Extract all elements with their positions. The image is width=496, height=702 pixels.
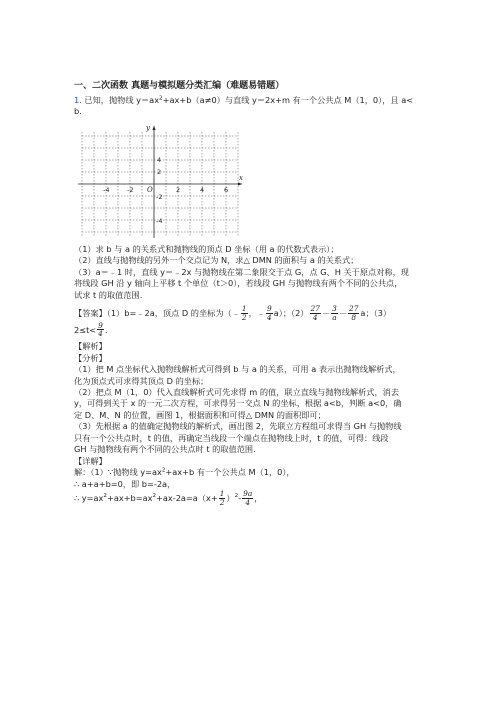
x-axis-label: x xyxy=(239,173,243,182)
solution-line-3 xyxy=(74,490,434,507)
analysis-line: 只有一个公共点时，t 的值，再确定当线段一个端点在抛物线上时，t 的值，可得：线段 xyxy=(74,432,389,443)
analysis-tag: 【解析】 xyxy=(74,341,107,352)
analysis-line: （2）把点 M（1，0）代入直线解析式可先求得 m 的值，联立直线与抛物线解析式，消去 xyxy=(74,386,400,397)
y-axis-label: y xyxy=(146,123,150,132)
question-line-1 xyxy=(74,95,434,106)
answer-line-2 xyxy=(74,322,434,339)
solution-text: ） xyxy=(226,493,235,504)
fraction: $\frac{3}{a}$ xyxy=(332,303,337,322)
x-tick-label: -2 xyxy=(127,185,134,194)
answer-text-f: a；（3） xyxy=(360,307,392,318)
analysis-line: 化为顶点式可求得其顶点 D 的坐标； xyxy=(74,375,209,386)
answer-text-e: － xyxy=(338,307,348,318)
question-text-1b: +ax+b（a≠0）与直线 y＝2x+m 有一个公共点 M（1，0），且 a< xyxy=(162,94,414,105)
superscript: 2 xyxy=(234,493,239,500)
analysis-line: （3）先根据 a 的值确定抛物线的解析式，画出图 2，先联立方程组可求得当 GH 与抛物线 xyxy=(74,421,402,432)
x-axis-arrow xyxy=(238,182,242,185)
fraction: $\frac{9}{4}$ xyxy=(267,303,272,322)
answer-text-a: （1）b=﹣2a，顶点 D 的坐标为（﹣ xyxy=(106,307,240,318)
x-tick-label: 6 xyxy=(224,185,229,194)
fraction: $\frac{27}{8}$ xyxy=(349,303,359,322)
fraction: $\frac{1}{2}$ xyxy=(241,303,247,322)
fraction: $\frac{1}{2}$ xyxy=(219,489,225,508)
coordinate-grid-figure xyxy=(74,122,244,240)
solution-text: ， xyxy=(254,493,263,504)
y-tick-label: 4 xyxy=(157,155,162,164)
solution-text: +ax+b=ax xyxy=(106,493,153,504)
part-3-line-1: （3）a＝﹣1 时，直线 y＝﹣2x 与抛物线在第二象限交于点 G，点 G、H 关于原点对称，现 xyxy=(74,266,409,277)
solution-text: +ax+b 有一个公共点 M（1，0）， xyxy=(165,467,295,478)
fraction: $\frac{9}{4}$ xyxy=(98,320,103,339)
answer-tag: 【答案】 xyxy=(74,307,107,318)
answer-text-g: 2≤t< xyxy=(74,324,97,335)
analysis-line: GH 与抛物线有两个不同的公共点时 t 的取值范围. xyxy=(74,444,256,455)
question-sup: 2 xyxy=(159,94,163,101)
fenxi-tag: 【分析】 xyxy=(74,352,107,363)
part-2: （2）直线与抛物线的另外一个交点记为 N，求△ DMN 的面积与 a 的关系式； xyxy=(74,255,359,266)
y-tick-label: 2 xyxy=(157,167,162,176)
y-tick-label: -4 xyxy=(156,216,163,225)
superscript: 2 xyxy=(152,493,157,500)
part-3-line-3: 试求 t 的取值范围. xyxy=(74,289,143,300)
fraction: $\frac{9a}{4}$ xyxy=(243,489,253,508)
part-3-line-2: 将线段 GH 沿 y 轴向上平移 t 个单位（t＞0），若线段 GH 与抛物线有两个不同的公共点， xyxy=(74,278,403,289)
fraction: $\frac{27}{4}$ xyxy=(310,303,320,322)
y-tick-label: -2 xyxy=(156,192,163,201)
solution-text: 解：（1）∵抛物线 y=ax xyxy=(74,467,162,478)
question-text-1a: 已知，抛物线 y＝ax xyxy=(84,94,160,105)
solution-line-1 xyxy=(74,467,434,478)
answer-text-c: a）；（2） xyxy=(273,307,309,318)
part-1: （1）求 b 与 a 的关系式和抛物线的顶点 D 坐标（用 a 的代数式表示）； xyxy=(74,243,339,254)
y-axis-arrow xyxy=(152,126,155,130)
solution-text: ∴ y=ax xyxy=(74,493,104,504)
solution-text: +ax-2a=a（x+ xyxy=(156,493,218,504)
section-heading: 一、二次函数 真题与模拟题分类汇编（难题易错题） xyxy=(74,81,285,91)
answer-text-d: － xyxy=(321,307,331,318)
question-line-2: b. xyxy=(74,106,82,117)
answer-text-b: ，﹣ xyxy=(248,307,266,318)
answer-text-h: . xyxy=(104,324,108,335)
x-tick-label: -4 xyxy=(103,185,110,194)
x-tick-label: 2 xyxy=(176,185,181,194)
detail-tag: 【详解】 xyxy=(74,455,107,466)
solution-line-2: ∴ a+a+b=0，即 b=-2a， xyxy=(74,478,176,489)
analysis-line: 定 D、M、N 的位置，画图 1，根据面积和可得△ DMN 的面积即可； xyxy=(74,409,326,420)
origin-label: O xyxy=(147,185,153,194)
solution-text: - xyxy=(238,493,242,504)
analysis-line: （1）把 M 点坐标代入抛物线解析式可得到 b 与 a 的关系，可用 a 表示出抛物线解析式， xyxy=(74,364,401,375)
x-tick-label: 4 xyxy=(200,185,205,194)
analysis-line: y，可得到关于 x 的一元二次方程，可求得另一交点 N 的坐标，根据 a<b，判断 a<0，确 xyxy=(74,398,402,409)
superscript: 2 xyxy=(161,467,166,474)
answer-line-1 xyxy=(74,305,434,322)
question-number: 1. xyxy=(74,94,82,105)
document-page xyxy=(74,80,434,507)
superscript: 2 xyxy=(103,493,107,500)
